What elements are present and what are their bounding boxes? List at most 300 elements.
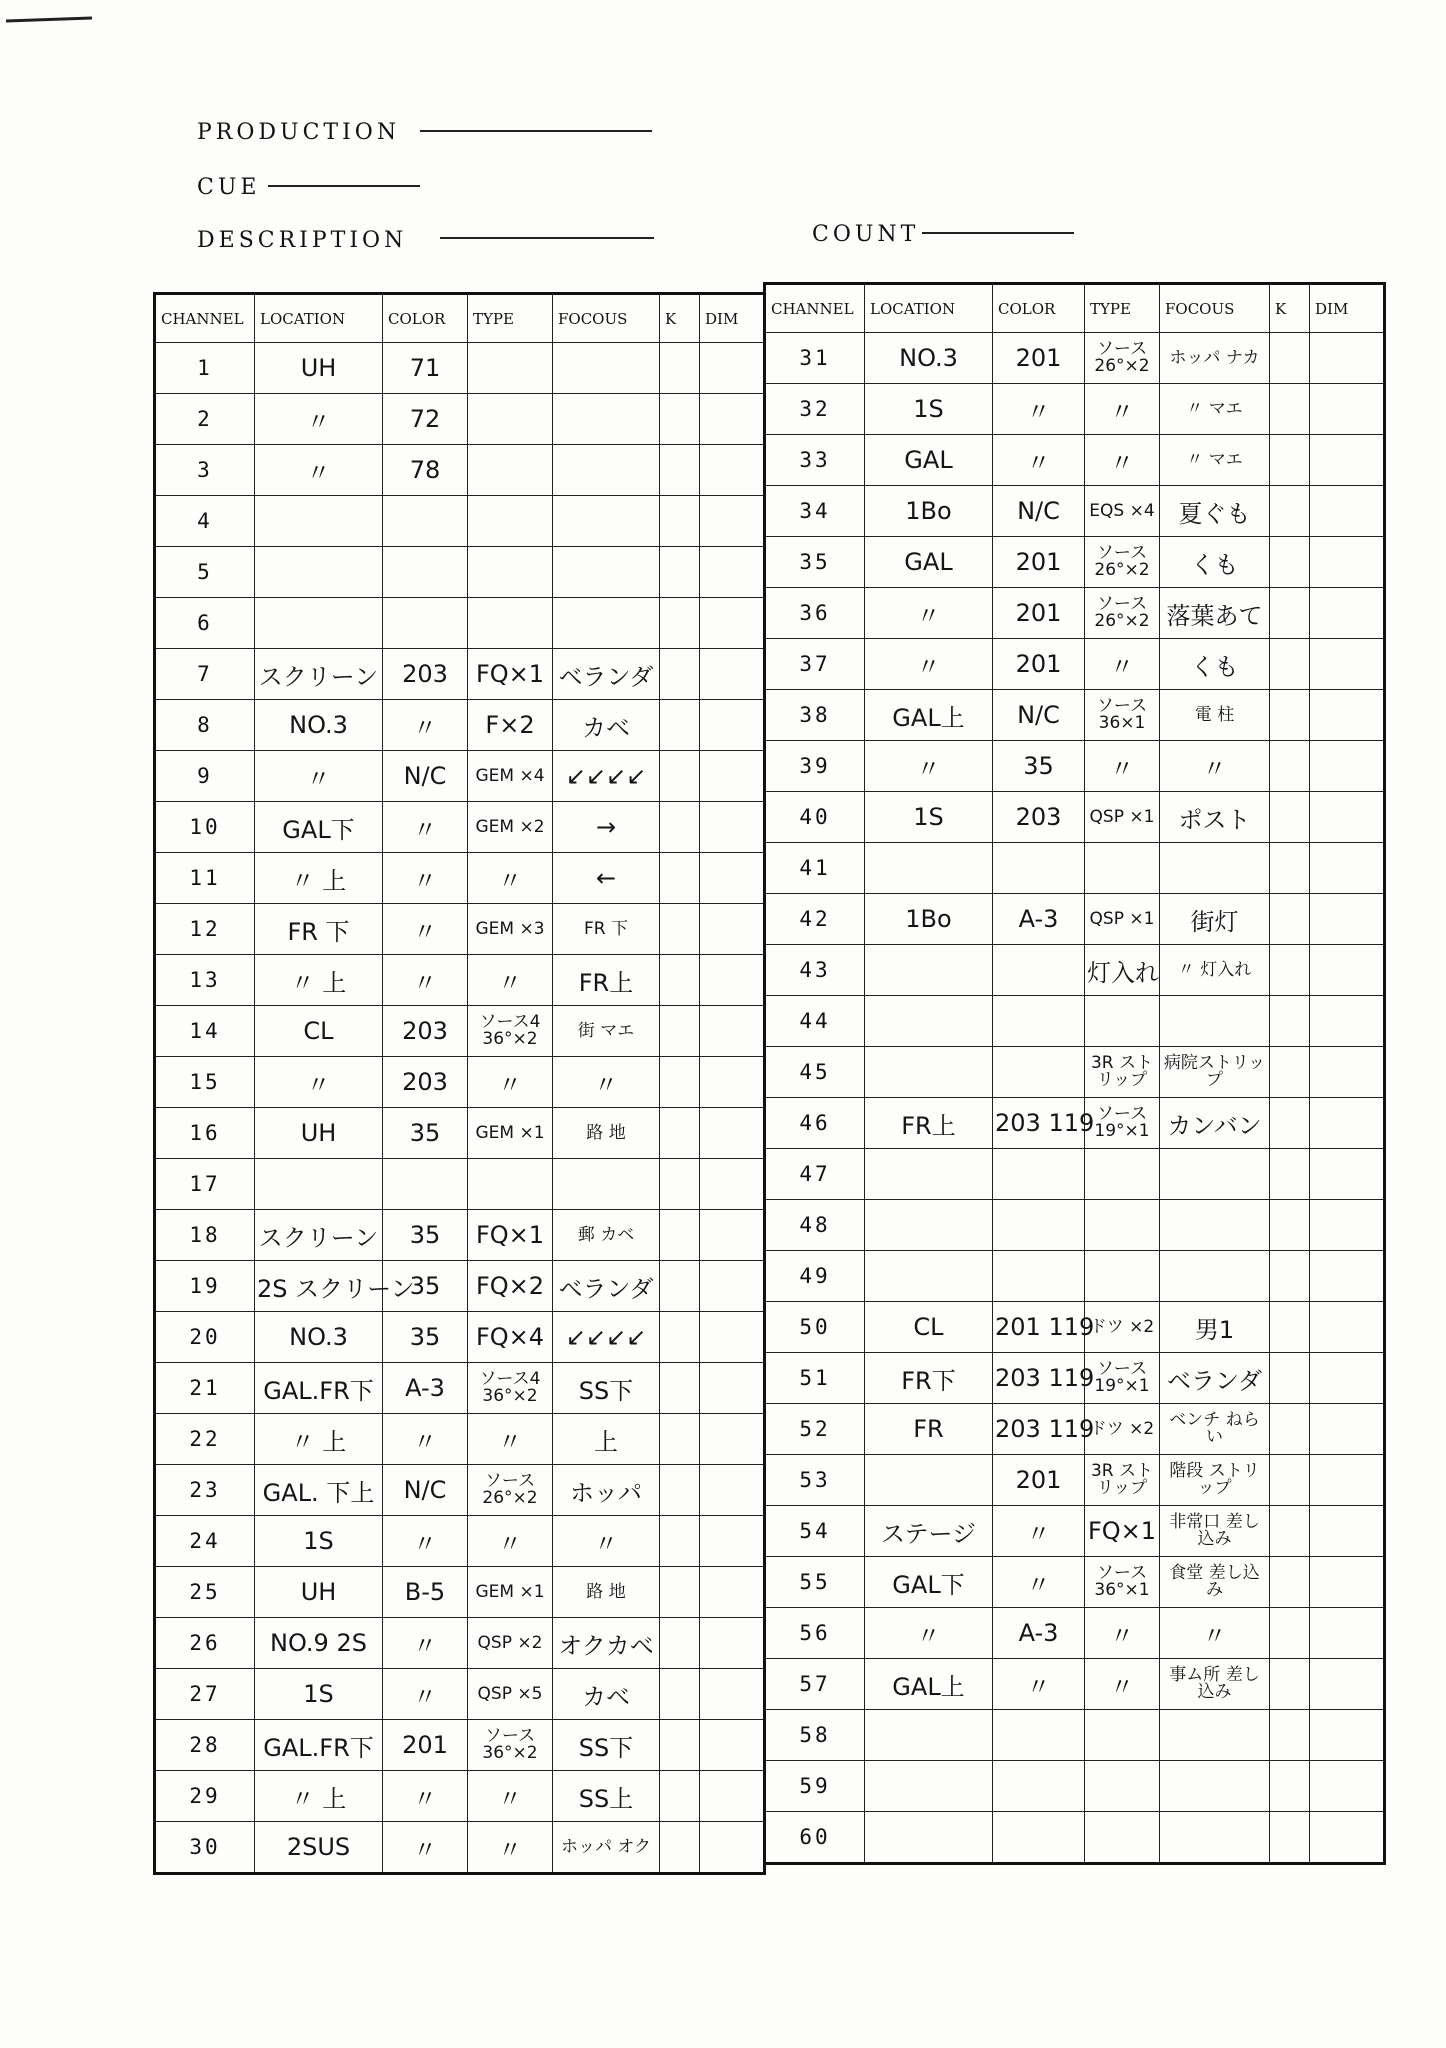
color-cell: 〃 bbox=[383, 1669, 468, 1720]
color-cell bbox=[383, 496, 468, 547]
channel-cell: 10 bbox=[155, 802, 255, 853]
location-cell: GAL上 bbox=[865, 690, 993, 741]
type-cell: FQ×1 bbox=[468, 1210, 553, 1261]
k-cell bbox=[1270, 384, 1310, 435]
location-cell: GAL bbox=[865, 435, 993, 486]
channel-cell: 59 bbox=[765, 1761, 865, 1812]
location-cell: 〃 bbox=[865, 1608, 993, 1659]
color-cell: N/C bbox=[993, 690, 1085, 741]
focus-cell: くも bbox=[1160, 537, 1270, 588]
color-cell: 〃 bbox=[383, 1822, 468, 1874]
dim-cell bbox=[700, 1567, 765, 1618]
type-cell bbox=[1085, 1200, 1160, 1251]
location-cell bbox=[865, 1455, 993, 1506]
focus-cell: 電 柱 bbox=[1160, 690, 1270, 741]
focus-cell: 〃 bbox=[553, 1057, 660, 1108]
color-cell: 201 bbox=[383, 1720, 468, 1771]
table-row bbox=[155, 1312, 765, 1363]
count-line bbox=[922, 232, 1074, 234]
table-row bbox=[155, 802, 765, 853]
table-row bbox=[155, 1822, 765, 1874]
channel-cell: 31 bbox=[765, 333, 865, 384]
focus-cell: ↙↙↙↙ bbox=[553, 1312, 660, 1363]
type-cell: GEM ×1 bbox=[468, 1108, 553, 1159]
location-cell: 〃 bbox=[255, 751, 383, 802]
type-cell: 灯入れ bbox=[1085, 945, 1160, 996]
color-cell bbox=[993, 1200, 1085, 1251]
color-cell: A-3 bbox=[383, 1363, 468, 1414]
color-cell: 〃 bbox=[993, 435, 1085, 486]
type-cell: FQ×2 bbox=[468, 1261, 553, 1312]
channel-cell: 49 bbox=[765, 1251, 865, 1302]
color-cell: 〃 bbox=[383, 1414, 468, 1465]
type-cell: ドツ ×2 bbox=[1085, 1404, 1160, 1455]
dim-cell bbox=[700, 1312, 765, 1363]
description-line bbox=[440, 237, 654, 239]
dim-cell bbox=[1310, 1761, 1385, 1812]
color-cell bbox=[383, 1159, 468, 1210]
k-cell bbox=[660, 1312, 700, 1363]
k-cell bbox=[660, 751, 700, 802]
type-cell: 〃 bbox=[1085, 1659, 1160, 1710]
table-row bbox=[765, 1659, 1385, 1710]
k-cell bbox=[660, 649, 700, 700]
location-cell: NO.3 bbox=[255, 700, 383, 751]
color-cell: 201 bbox=[993, 1455, 1085, 1506]
k-cell bbox=[1270, 1761, 1310, 1812]
k-cell bbox=[1270, 1506, 1310, 1557]
dim-cell bbox=[700, 1210, 765, 1261]
type-cell: ソース 36°×1 bbox=[1085, 1557, 1160, 1608]
channel-cell: 23 bbox=[155, 1465, 255, 1516]
channel-cell: 30 bbox=[155, 1822, 255, 1874]
location-cell: UH bbox=[255, 343, 383, 394]
location-cell: NO.3 bbox=[865, 333, 993, 384]
type-cell: ソース4 36°×2 bbox=[468, 1006, 553, 1057]
dim-cell bbox=[700, 547, 765, 598]
table-row bbox=[155, 343, 765, 394]
focus-cell bbox=[553, 445, 660, 496]
column-header: CHANNEL bbox=[155, 294, 255, 343]
dim-cell bbox=[700, 1771, 765, 1822]
type-cell: 〃 bbox=[468, 853, 553, 904]
k-cell bbox=[660, 1414, 700, 1465]
type-cell: 3R ストリップ bbox=[1085, 1455, 1160, 1506]
table-row bbox=[155, 496, 765, 547]
focus-cell: ベンチ ねらい bbox=[1160, 1404, 1270, 1455]
type-cell bbox=[468, 445, 553, 496]
k-cell bbox=[1270, 333, 1310, 384]
type-cell: 〃 bbox=[1085, 741, 1160, 792]
color-cell: A-3 bbox=[993, 1608, 1085, 1659]
type-cell: 〃 bbox=[468, 1822, 553, 1874]
k-cell bbox=[1270, 1557, 1310, 1608]
k-cell bbox=[660, 955, 700, 1006]
dim-cell bbox=[1310, 1047, 1385, 1098]
color-cell bbox=[993, 996, 1085, 1047]
location-cell: 1S bbox=[255, 1669, 383, 1720]
k-cell bbox=[660, 1363, 700, 1414]
channel-cell: 44 bbox=[765, 996, 865, 1047]
focus-cell bbox=[1160, 1200, 1270, 1251]
table-row bbox=[765, 1608, 1385, 1659]
location-cell: 〃 bbox=[865, 741, 993, 792]
location-cell: GAL bbox=[865, 537, 993, 588]
k-cell bbox=[1270, 945, 1310, 996]
color-cell: 203 119 bbox=[993, 1404, 1085, 1455]
color-cell: 201 bbox=[993, 333, 1085, 384]
type-cell: ソース 26°×2 bbox=[1085, 588, 1160, 639]
channel-cell: 27 bbox=[155, 1669, 255, 1720]
type-cell: ソース4 36°×2 bbox=[468, 1363, 553, 1414]
color-cell: 〃 bbox=[383, 1516, 468, 1567]
dim-cell bbox=[700, 1516, 765, 1567]
type-cell: 〃 bbox=[468, 955, 553, 1006]
location-cell: 1S bbox=[865, 384, 993, 435]
focus-cell bbox=[553, 1159, 660, 1210]
k-cell bbox=[660, 1210, 700, 1261]
focus-cell: 上 bbox=[553, 1414, 660, 1465]
cue-line bbox=[268, 185, 420, 187]
channel-cell: 47 bbox=[765, 1149, 865, 1200]
dim-cell bbox=[1310, 1251, 1385, 1302]
color-cell: 〃 bbox=[383, 1771, 468, 1822]
location-cell bbox=[865, 843, 993, 894]
type-cell: 〃 bbox=[468, 1414, 553, 1465]
dim-cell bbox=[700, 1057, 765, 1108]
location-cell: 〃 bbox=[255, 445, 383, 496]
channel-cell: 25 bbox=[155, 1567, 255, 1618]
dim-cell bbox=[1310, 1098, 1385, 1149]
dim-cell bbox=[1310, 1710, 1385, 1761]
color-cell bbox=[993, 843, 1085, 894]
focus-cell: 〃 bbox=[553, 1516, 660, 1567]
table-row bbox=[765, 1404, 1385, 1455]
description-label: DESCRIPTION bbox=[197, 228, 408, 253]
column-header: CHANNEL bbox=[765, 284, 865, 333]
color-cell: B-5 bbox=[383, 1567, 468, 1618]
channel-cell: 35 bbox=[765, 537, 865, 588]
table-row bbox=[155, 751, 765, 802]
location-cell bbox=[865, 1812, 993, 1864]
focus-cell: 〃 bbox=[1160, 741, 1270, 792]
table-row bbox=[765, 1200, 1385, 1251]
k-cell bbox=[660, 1261, 700, 1312]
table-row bbox=[155, 700, 765, 751]
type-cell bbox=[1085, 1710, 1160, 1761]
dim-cell bbox=[700, 394, 765, 445]
color-cell: 35 bbox=[383, 1108, 468, 1159]
channel-cell: 22 bbox=[155, 1414, 255, 1465]
location-cell bbox=[865, 996, 993, 1047]
color-cell: N/C bbox=[383, 751, 468, 802]
type-cell: GEM ×1 bbox=[468, 1567, 553, 1618]
location-cell: 2SUS bbox=[255, 1822, 383, 1874]
k-cell bbox=[660, 1771, 700, 1822]
type-cell: QSP ×1 bbox=[1085, 894, 1160, 945]
table-row bbox=[155, 1618, 765, 1669]
channel-cell: 7 bbox=[155, 649, 255, 700]
table-row bbox=[155, 547, 765, 598]
table-row bbox=[155, 1261, 765, 1312]
type-cell: ソース 26°×2 bbox=[1085, 333, 1160, 384]
channel-cell: 56 bbox=[765, 1608, 865, 1659]
location-cell bbox=[865, 1200, 993, 1251]
type-cell bbox=[468, 394, 553, 445]
channel-cell: 19 bbox=[155, 1261, 255, 1312]
table-row bbox=[155, 1669, 765, 1720]
table-row bbox=[765, 639, 1385, 690]
type-cell bbox=[468, 1159, 553, 1210]
focus-cell bbox=[553, 547, 660, 598]
table-row bbox=[765, 843, 1385, 894]
color-cell bbox=[993, 1761, 1085, 1812]
focus-cell bbox=[1160, 1761, 1270, 1812]
focus-cell bbox=[553, 343, 660, 394]
focus-cell bbox=[1160, 1710, 1270, 1761]
focus-cell: 街 マエ bbox=[553, 1006, 660, 1057]
location-cell bbox=[865, 1149, 993, 1200]
color-cell bbox=[993, 1251, 1085, 1302]
dim-cell bbox=[1310, 996, 1385, 1047]
table-row bbox=[765, 996, 1385, 1047]
type-cell bbox=[1085, 1761, 1160, 1812]
table-row bbox=[155, 649, 765, 700]
color-cell: 〃 bbox=[993, 1506, 1085, 1557]
dim-cell bbox=[700, 904, 765, 955]
focus-cell: 食堂 差し込み bbox=[1160, 1557, 1270, 1608]
table-row bbox=[765, 1251, 1385, 1302]
location-cell: GAL下 bbox=[255, 802, 383, 853]
channel-cell: 53 bbox=[765, 1455, 865, 1506]
type-cell: 3R ストリップ bbox=[1085, 1047, 1160, 1098]
type-cell: QSP ×1 bbox=[1085, 792, 1160, 843]
type-cell: ソース 19°×1 bbox=[1085, 1098, 1160, 1149]
location-cell: 〃 上 bbox=[255, 853, 383, 904]
channel-cell: 24 bbox=[155, 1516, 255, 1567]
table-row bbox=[155, 394, 765, 445]
type-cell: GEM ×3 bbox=[468, 904, 553, 955]
focus-cell: ← bbox=[553, 853, 660, 904]
color-cell: N/C bbox=[383, 1465, 468, 1516]
focus-cell: 落葉あて bbox=[1160, 588, 1270, 639]
location-cell: 2S スクリーン bbox=[255, 1261, 383, 1312]
dim-cell bbox=[700, 1159, 765, 1210]
dim-cell bbox=[1310, 741, 1385, 792]
type-cell: GEM ×4 bbox=[468, 751, 553, 802]
color-cell: 201 bbox=[993, 588, 1085, 639]
location-cell: 〃 上 bbox=[255, 955, 383, 1006]
table-row bbox=[155, 1720, 765, 1771]
dim-cell bbox=[700, 445, 765, 496]
dim-cell bbox=[700, 802, 765, 853]
dim-cell bbox=[1310, 792, 1385, 843]
table-row bbox=[765, 1506, 1385, 1557]
channel-cell: 2 bbox=[155, 394, 255, 445]
k-cell bbox=[660, 1465, 700, 1516]
channel-cell: 1 bbox=[155, 343, 255, 394]
focus-cell: SS上 bbox=[553, 1771, 660, 1822]
table-row bbox=[155, 1567, 765, 1618]
focus-cell bbox=[1160, 1149, 1270, 1200]
focus-cell bbox=[553, 496, 660, 547]
dim-cell bbox=[1310, 690, 1385, 741]
location-cell: 〃 上 bbox=[255, 1771, 383, 1822]
channel-cell: 57 bbox=[765, 1659, 865, 1710]
column-header: K bbox=[660, 294, 700, 343]
color-cell: 203 bbox=[383, 1006, 468, 1057]
dim-cell bbox=[1310, 384, 1385, 435]
dim-cell bbox=[700, 1363, 765, 1414]
production-label: PRODUCTION bbox=[197, 120, 401, 145]
location-cell: FR下 bbox=[865, 1353, 993, 1404]
type-cell: 〃 bbox=[468, 1771, 553, 1822]
channel-cell: 33 bbox=[765, 435, 865, 486]
color-cell: 203 bbox=[383, 649, 468, 700]
color-cell: 201 bbox=[993, 639, 1085, 690]
focus-cell: ベランダ bbox=[1160, 1353, 1270, 1404]
channel-cell: 55 bbox=[765, 1557, 865, 1608]
location-cell: CL bbox=[865, 1302, 993, 1353]
channel-cell: 34 bbox=[765, 486, 865, 537]
column-header: TYPE bbox=[468, 294, 553, 343]
color-cell: 35 bbox=[383, 1210, 468, 1261]
channel-cell: 4 bbox=[155, 496, 255, 547]
dim-cell bbox=[700, 1822, 765, 1874]
table-row bbox=[765, 1098, 1385, 1149]
k-cell bbox=[1270, 588, 1310, 639]
k-cell bbox=[660, 1057, 700, 1108]
dim-cell bbox=[1310, 333, 1385, 384]
k-cell bbox=[660, 1108, 700, 1159]
focus-cell: 事ム所 差し込み bbox=[1160, 1659, 1270, 1710]
k-cell bbox=[660, 496, 700, 547]
color-cell: 72 bbox=[383, 394, 468, 445]
k-cell bbox=[1270, 1353, 1310, 1404]
location-cell: ステージ bbox=[865, 1506, 993, 1557]
channel-cell: 54 bbox=[765, 1506, 865, 1557]
focus-cell: ホッパ オク bbox=[553, 1822, 660, 1874]
column-header: TYPE bbox=[1085, 284, 1160, 333]
color-cell bbox=[383, 598, 468, 649]
location-cell bbox=[255, 598, 383, 649]
dim-cell bbox=[1310, 1608, 1385, 1659]
table-row bbox=[765, 1302, 1385, 1353]
focus-cell: 路 地 bbox=[553, 1567, 660, 1618]
focus-cell: くも bbox=[1160, 639, 1270, 690]
channel-cell: 26 bbox=[155, 1618, 255, 1669]
dim-cell bbox=[1310, 1812, 1385, 1864]
type-cell bbox=[1085, 843, 1160, 894]
location-cell: GAL. 下上 bbox=[255, 1465, 383, 1516]
focus-cell: カベ bbox=[553, 700, 660, 751]
k-cell bbox=[1270, 486, 1310, 537]
focus-cell: SS下 bbox=[553, 1720, 660, 1771]
focus-cell: ベランダ bbox=[553, 649, 660, 700]
table-row bbox=[155, 1414, 765, 1465]
k-cell bbox=[1270, 792, 1310, 843]
type-cell bbox=[1085, 996, 1160, 1047]
table-row bbox=[765, 384, 1385, 435]
type-cell: ソース 19°×1 bbox=[1085, 1353, 1160, 1404]
location-cell: FR bbox=[865, 1404, 993, 1455]
k-cell bbox=[1270, 843, 1310, 894]
focus-cell bbox=[1160, 1251, 1270, 1302]
dim-cell bbox=[700, 598, 765, 649]
location-cell: 〃 bbox=[255, 1057, 383, 1108]
focus-cell: SS下 bbox=[553, 1363, 660, 1414]
dim-cell bbox=[1310, 1506, 1385, 1557]
type-cell bbox=[468, 547, 553, 598]
dim-cell bbox=[700, 955, 765, 1006]
color-cell: 〃 bbox=[383, 904, 468, 955]
focus-cell: 階段 ストリップ bbox=[1160, 1455, 1270, 1506]
table-row bbox=[765, 741, 1385, 792]
location-cell: 〃 bbox=[865, 639, 993, 690]
table-row bbox=[155, 598, 765, 649]
focus-cell: カベ bbox=[553, 1669, 660, 1720]
table-row bbox=[765, 945, 1385, 996]
type-cell: QSP ×5 bbox=[468, 1669, 553, 1720]
table-header-row bbox=[765, 284, 1385, 333]
location-cell: CL bbox=[255, 1006, 383, 1057]
location-cell: NO.9 2S bbox=[255, 1618, 383, 1669]
channel-cell: 50 bbox=[765, 1302, 865, 1353]
k-cell bbox=[660, 1669, 700, 1720]
focus-cell: オクカベ bbox=[553, 1618, 660, 1669]
focus-cell: 郵 カベ bbox=[553, 1210, 660, 1261]
dim-cell bbox=[1310, 1404, 1385, 1455]
type-cell: 〃 bbox=[1085, 1608, 1160, 1659]
k-cell bbox=[660, 394, 700, 445]
channel-cell: 52 bbox=[765, 1404, 865, 1455]
k-cell bbox=[660, 802, 700, 853]
color-cell bbox=[993, 1047, 1085, 1098]
color-cell: 201 119 bbox=[993, 1302, 1085, 1353]
dim-cell bbox=[1310, 486, 1385, 537]
channel-cell: 28 bbox=[155, 1720, 255, 1771]
k-cell bbox=[660, 1159, 700, 1210]
color-cell: 〃 bbox=[383, 802, 468, 853]
focus-cell: 路 地 bbox=[553, 1108, 660, 1159]
k-cell bbox=[1270, 1608, 1310, 1659]
color-cell: 〃 bbox=[993, 1557, 1085, 1608]
location-cell: 1S bbox=[865, 792, 993, 843]
color-cell: 〃 bbox=[383, 1618, 468, 1669]
color-cell: A-3 bbox=[993, 894, 1085, 945]
k-cell bbox=[660, 547, 700, 598]
dim-cell bbox=[700, 496, 765, 547]
dim-cell bbox=[1310, 435, 1385, 486]
location-cell: FR 下 bbox=[255, 904, 383, 955]
type-cell: 〃 bbox=[1085, 384, 1160, 435]
table-row bbox=[155, 1516, 765, 1567]
color-cell bbox=[993, 945, 1085, 996]
table-row bbox=[765, 690, 1385, 741]
location-cell: UH bbox=[255, 1567, 383, 1618]
table-row bbox=[155, 1210, 765, 1261]
table-row bbox=[765, 486, 1385, 537]
color-cell bbox=[993, 1812, 1085, 1864]
table-row bbox=[155, 1363, 765, 1414]
k-cell bbox=[660, 904, 700, 955]
table-row bbox=[765, 1047, 1385, 1098]
focus-cell: ↙↙↙↙ bbox=[553, 751, 660, 802]
color-cell: 〃 bbox=[383, 700, 468, 751]
table-row bbox=[765, 1149, 1385, 1200]
corner-pen-mark bbox=[6, 17, 92, 23]
channel-cell: 42 bbox=[765, 894, 865, 945]
